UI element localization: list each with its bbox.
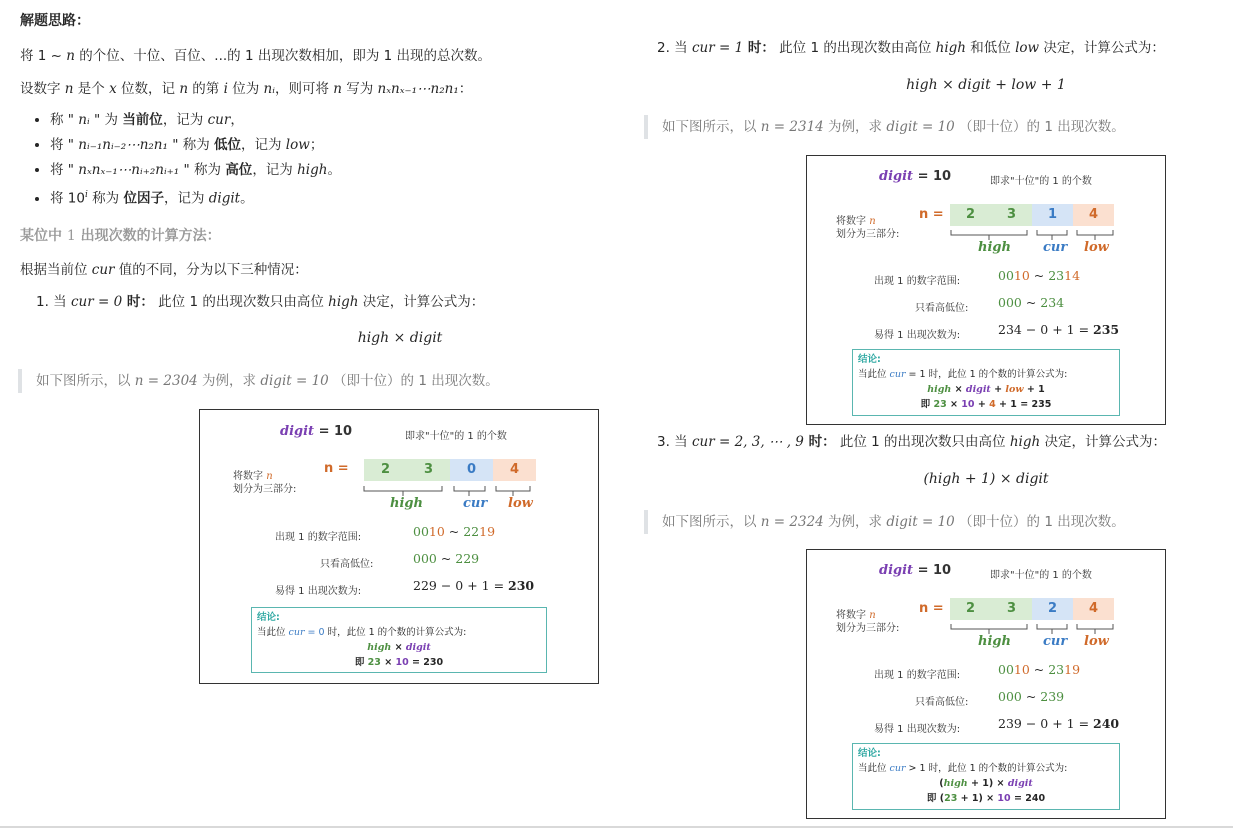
label-high: high (978, 634, 1011, 649)
digit-cell: 4 (493, 459, 536, 481)
look-label: 只看高低位: (915, 303, 969, 314)
count-value: 229 − 0 + 1 = 230 (413, 578, 535, 593)
case-2-formula: high × digit + low + 1 (906, 77, 1066, 93)
label-cur: cur (1043, 240, 1068, 255)
fig-split-label: 将数字 n 划分为三部分: (836, 216, 900, 240)
digit-cell: 2 (950, 598, 991, 620)
fig-ask: 即求"十位"的 1 的个数 (405, 431, 507, 442)
paragraph-definition: 设数字 n 是个 x 位数，记 n 的第 i 位为 nᵢ，则可将 n 写为 nₓnₓ₋₁⋯n₂n₁： (20, 81, 473, 97)
digit-cell: 0 (450, 459, 493, 481)
fig-n-eq: n = (919, 207, 944, 222)
label-low: low (508, 496, 533, 511)
fig-digit-label: digit = 10 (879, 563, 952, 578)
fig-ask: 即求"十位"的 1 的个数 (990, 570, 1092, 581)
case-3-example: 如下图所示，以 n = 2324 为例，求 digit = 10 （即十位）的 1 出现次数。 (644, 510, 1125, 534)
conclusion-heading: 结论: (858, 354, 881, 365)
conclusion-calc: 即 23 × 10 + 4 + 1 = 235 (920, 399, 1052, 410)
conclusion-condition: 当此位 cur = 0 时，此位 1 的个数的计算公式为: (257, 627, 467, 638)
section-heading: 解题思路： (20, 13, 90, 29)
range-label: 出现 1 的数字范围: (275, 532, 362, 543)
fig-split-label: 将数字 n 划分为三部分: (233, 471, 297, 495)
label-high: high (978, 240, 1011, 255)
look-value: 000 ~ 239 (998, 689, 1065, 704)
digit-cell: 3 (407, 459, 450, 481)
figure-case-3 (806, 549, 1166, 819)
definition-list (32, 108, 341, 212)
conclusion-formula: high × digit + low + 1 (927, 384, 1045, 395)
conclusion-condition: 当此位 cur > 1 时，此位 1 的个数的计算公式为: (858, 763, 1068, 774)
fig-digit-label: digit = 10 (879, 169, 952, 184)
count-value: 239 − 0 + 1 = 240 (998, 716, 1120, 731)
look-label: 只看高低位: (915, 697, 969, 708)
label-low: low (1084, 240, 1109, 255)
fig-n-eq: n = (324, 461, 349, 476)
figure-case-1 (199, 409, 599, 684)
conclusion-box (852, 349, 1120, 416)
range-value: 0010 ~ 2319 (998, 662, 1081, 677)
case-1-formula: high × digit (357, 330, 443, 346)
method-subheading: 某位中 1 出现次数的计算方法： (20, 228, 221, 244)
figure-case-2 (806, 155, 1166, 425)
list-item: • 称 " nᵢ " 为 当前位，记为 cur， (50, 108, 341, 133)
list-item: • 将 10$^i$ 称为 位因子，记为 digit。 (50, 183, 341, 212)
paragraph-cases: 根据当前位 cur 值的不同，分为以下三种情况： (20, 262, 308, 278)
conclusion-box (852, 743, 1120, 810)
conclusion-formula: (high + 1) × digit (939, 778, 1033, 789)
conclusion-condition: 当此位 cur = 1 时，此位 1 的个数的计算公式为: (858, 369, 1068, 380)
case-1-example: 如下图所示，以 n = 2304 为例，求 digit = 10 （即十位）的 1 出现次数。 (18, 369, 499, 393)
paragraph-total: 将 1 ~ n 的个位、十位、百位、...的 1 出现次数相加，即为 1 出现的总次数。 (20, 48, 491, 64)
digit-cell: 2 (950, 204, 991, 226)
label-cur: cur (1043, 634, 1068, 649)
case-1-heading: 1. 当 cur = 0 时： 此位 1 的出现次数只由高位 high 决定，计算公式为： (36, 294, 485, 310)
list-item: • 将 " nᵢ₋₁nᵢ₋₂⋯n₂n₁ " 称为 低位，记为 low； (50, 133, 341, 158)
case-3-formula: (high + 1) × digit (923, 471, 1049, 487)
digit-cells (950, 204, 1114, 226)
digit-cell: 2 (364, 459, 407, 481)
conclusion-calc: 即 (23 + 1) × 10 = 240 (926, 793, 1046, 804)
digit-cell: 1 (1032, 204, 1073, 226)
conclusion-heading: 结论: (257, 612, 280, 623)
digit-cell: 2 (1032, 598, 1073, 620)
fig-ask: 即求"十位"的 1 的个数 (990, 176, 1092, 187)
conclusion-calc: 即 23 × 10 = 230 (354, 657, 444, 668)
digit-cell: 4 (1073, 204, 1114, 226)
digit-cell: 3 (991, 204, 1032, 226)
case-2-heading: 2. 当 cur = 1 时： 此位 1 的出现次数由高位 high 和低位 low 决定，计算公式为： (657, 40, 1165, 56)
look-label: 只看高低位: (320, 559, 374, 570)
label-cur: cur (463, 496, 488, 511)
look-value: 000 ~ 229 (413, 551, 480, 566)
digit-cells (364, 459, 536, 481)
look-value: 000 ~ 234 (998, 295, 1065, 310)
list-item: • 将 " nₓnₓ₋₁⋯nᵢ₊₂nᵢ₊₁ " 称为 高位，记为 high。 (50, 158, 341, 183)
range-value: 0010 ~ 2219 (413, 524, 496, 539)
digit-cell: 4 (1073, 598, 1114, 620)
case-3-heading: 3. 当 cur = 2, 3, ⋯ , 9 时： 此位 1 的出现次数只由高位 high 决定，计算公式为： (657, 434, 1167, 450)
conclusion-formula: high × digit (367, 642, 431, 653)
bottom-divider (0, 826, 1233, 828)
fig-digit-label: digit = 10 (280, 424, 353, 439)
count-label: 易得 1 出现次数为: (874, 330, 961, 341)
range-value: 0010 ~ 2314 (998, 268, 1081, 283)
range-label: 出现 1 的数字范围: (874, 670, 961, 681)
fig-n-eq: n = (919, 601, 944, 616)
count-value: 234 − 0 + 1 = 235 (998, 322, 1120, 337)
conclusion-box (251, 607, 547, 673)
count-label: 易得 1 出现次数为: (874, 724, 961, 735)
fig-split-label: 将数字 n 划分为三部分: (836, 610, 900, 634)
range-label: 出现 1 的数字范围: (874, 276, 961, 287)
label-high: high (390, 496, 423, 511)
case-2-example: 如下图所示，以 n = 2314 为例，求 digit = 10 （即十位）的 1 出现次数。 (644, 115, 1125, 139)
digit-cells (950, 598, 1114, 620)
count-label: 易得 1 出现次数为: (275, 586, 362, 597)
digit-cell: 3 (991, 598, 1032, 620)
label-low: low (1084, 634, 1109, 649)
conclusion-heading: 结论: (858, 748, 881, 759)
